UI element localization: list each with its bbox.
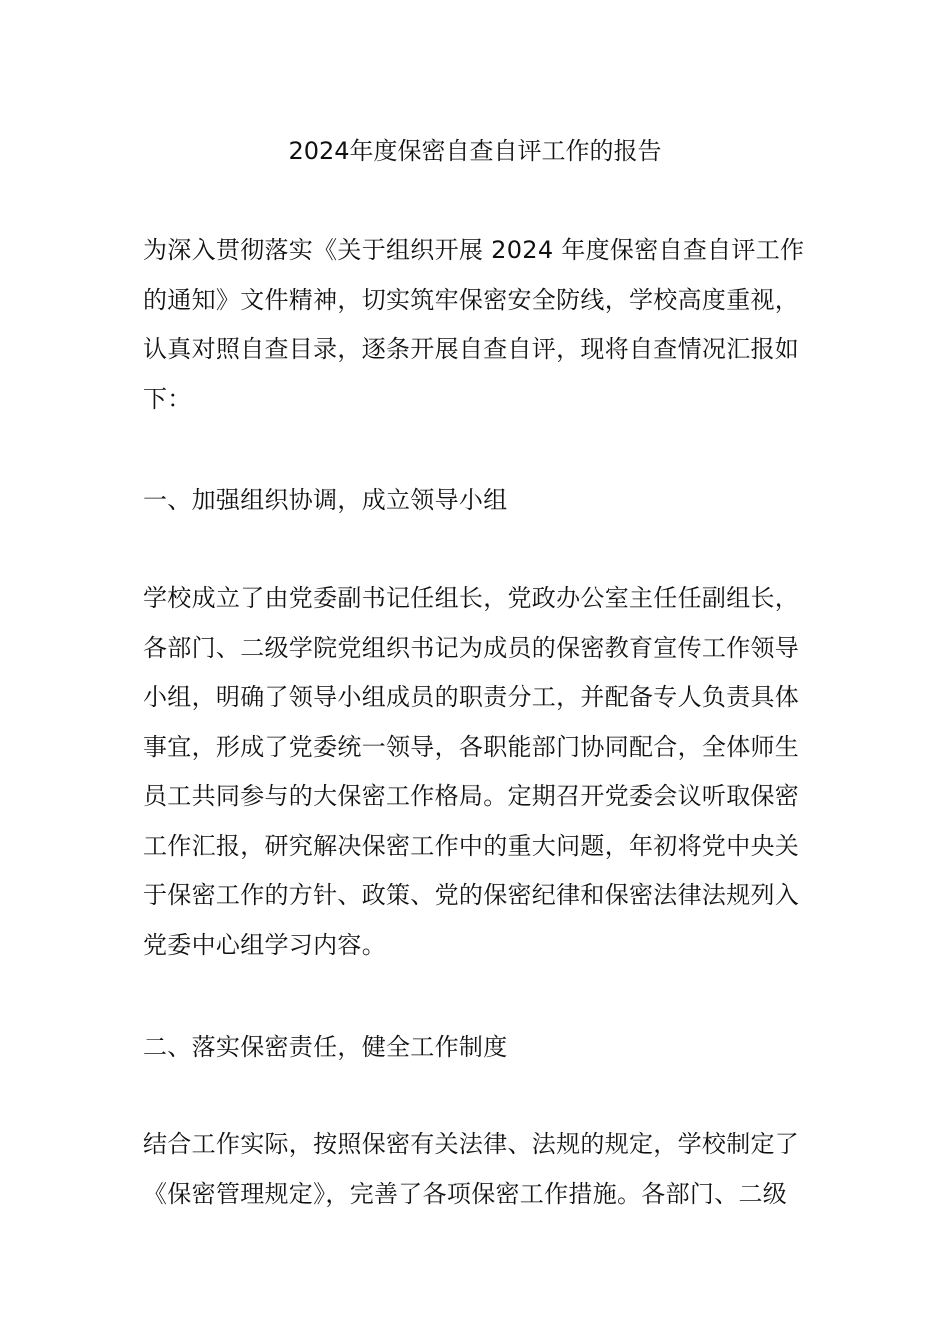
section-1-line: 事宜，形成了党委统一领导，各职能部门协同配合，全体师生 [143, 732, 800, 761]
intro-paragraph [143, 226, 808, 424]
section-1-line: 学校成立了由党委副书记任组长，党政办公室主任任副组长， [143, 584, 800, 612]
intro-line: 的通知》文件精神，切实筑牢保密安全防线，学校高度重视， [143, 285, 800, 314]
document-title: 2024年度保密自查自评工作的报告 [288, 137, 662, 165]
section-1-line: 于保密工作的方针、政策、党的保密纪律和保密法律法规列入 [143, 881, 800, 909]
section-1-line: 各部门、二级学院党组织书记为成员的保密教育宣传工作领导 [143, 633, 800, 662]
section-1-line: 工作汇报，研究解决保密工作中的重大问题，年初将党中央关 [143, 831, 800, 860]
intro-line: 下： [143, 384, 192, 413]
section-2-line: 结合工作实际，按照保密有关法律、法规的规定，学校制定了 [143, 1130, 800, 1158]
section-2-heading-text: 二、落实保密责任，健全工作制度 [143, 1033, 508, 1061]
section-1-line: 党委中心组学习内容。 [143, 930, 386, 959]
section-1-heading [143, 476, 808, 526]
section-2-heading [143, 1023, 808, 1073]
intro-line: 认真对照自查目录，逐条开展自查自评，现将自查情况汇报如 [143, 335, 800, 363]
section-2-line: 《保密管理规定》，完善了各项保密工作措施。各部门、二级 [143, 1179, 788, 1208]
section-1-paragraph [143, 574, 808, 970]
section-1-line: 员工共同参与的大保密工作格局。定期召开党委会议听取保密 [143, 782, 800, 810]
section-2-paragraph [143, 1120, 808, 1219]
intro-line: 为深入贯彻落实《关于组织开展 2024 年度保密自查自评工作 [143, 236, 805, 264]
section-1-line: 小组，明确了领导小组成员的职责分工，并配备专人负责具体 [143, 683, 800, 711]
section-1-heading-text: 一、加强组织协调，成立领导小组 [143, 486, 508, 514]
